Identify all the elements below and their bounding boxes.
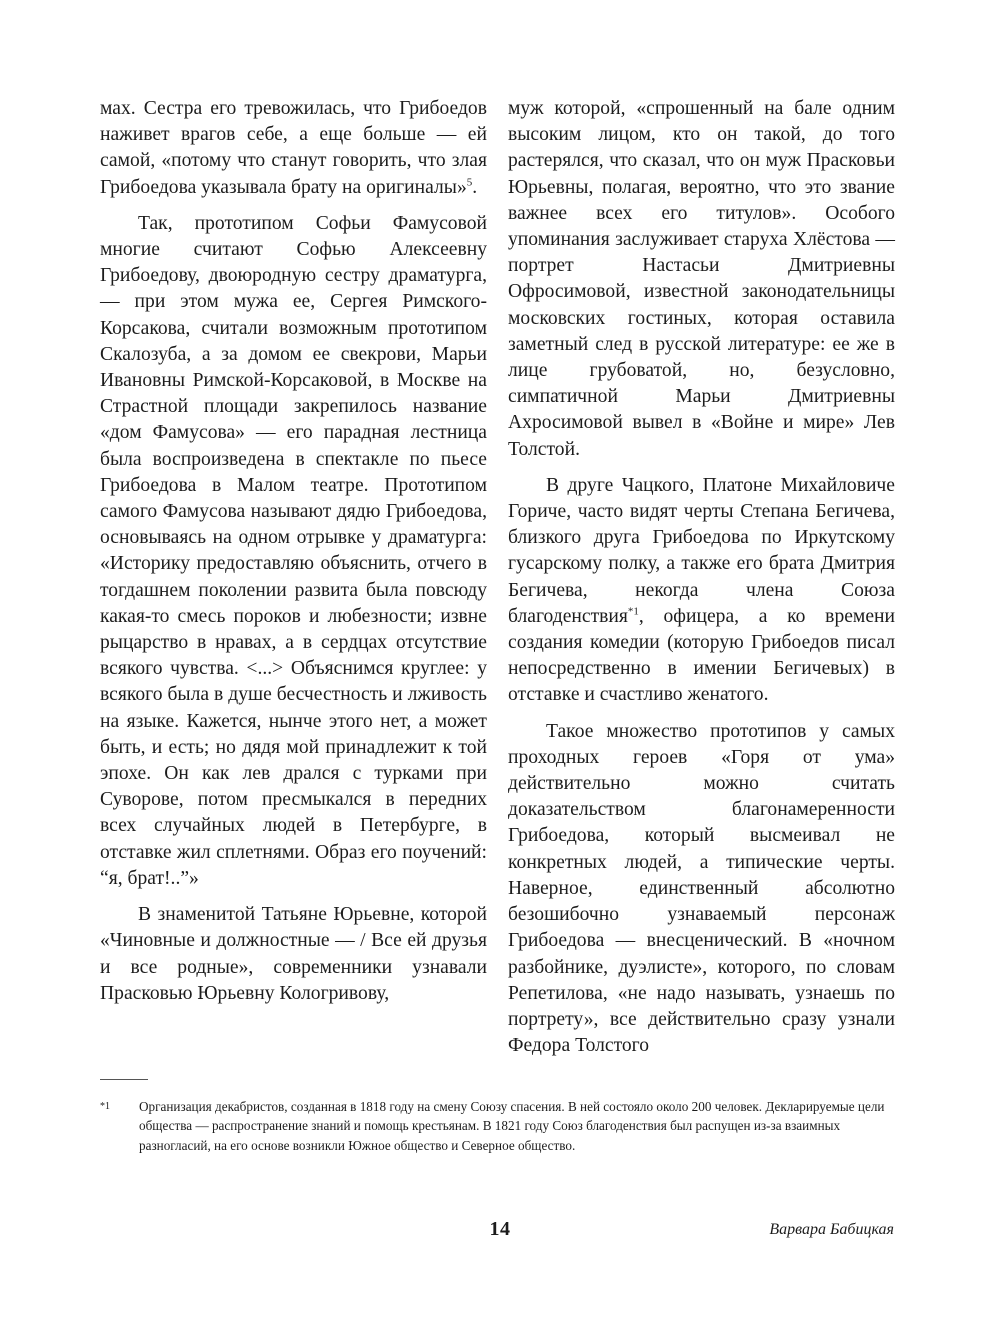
paragraph-text: , офицера, а ко времени создания комедии (которую Грибоедов писал непосредственно в имении Бегичевых) в отставке и счастливо женатого. [508, 605, 895, 706]
footnote-text: Организация декабристов, созданная в 1818 году на смену Союзу спасения. В ней состояло около 200 человек. Декларируемые цели общества — распространение знаний и помощь крестьянам. В 1821 году Союз благоденствия был распущен из-за взаимных разногласий, на его основе возникли Южное общество и Северное общество. [139, 1099, 885, 1153]
footnote-reference: *1 [627, 605, 639, 618]
paragraph: муж которой, «спрошенный на бале одним высоким лицом, кто он такой, до того растерялся, что сказал, что он муж Прасковьи Юрьевны, полагая, вероятно, что это звание важнее всех его титулов». Особого упоминания заслуживает старуха Хлёстова — портрет Настасьи Дмитриевны Офросимовой, известной законодательницы московских гостиных, которая оставила заметный след в русской литературе: ее же в лице грубоватой, но, безусловно, симпатичной Марьи Дмитриевны Ахросимовой вывел в «Войне и мире» Лев Толстой. [508, 98, 895, 460]
page-number: 14 [489, 1218, 511, 1240]
running-footer-author: Варвара Бабицкая [769, 1221, 894, 1238]
footnote [100, 1097, 895, 1155]
footnote-divider [100, 1079, 148, 1080]
paragraph: Такое множество прототипов у самых проходных героев «Горя от ума» действительно можно считать доказательством благонамеренности Грибоедова, который высмеивал не конкретных людей, а типические черты. Наверное, единственный абсолютно безошибочно узнаваемый персонаж Грибоедова — внесценический. В «ночном разбойнике, дуэлисте», которого, по словам Репетилова, «не надо называть, узнаешь по портрету», все действительно сразу узнали Федора Толстого [508, 720, 895, 1057]
left-text-column [100, 96, 487, 1007]
paragraph-end: . [472, 176, 478, 198]
right-text-column [508, 96, 895, 1059]
paragraph: Так, прототипом Софьи Фамусовой многие считают Софью Алексеевну Грибоедову, двоюродную сестру драматурга, — при этом мужа ее, Сергея Римского-Корсакова, считали возможным прототипом Скалозуба, а за домом ее свекрови, Марьи Ивановны Римской-Корсаковой, в Москве на Страстной площади закрепилось название «дом Фамусова» — его парадная лестница была воспроизведена в спектакле по пьесе Грибоедова в Малом театре. Прототипом самого Фамусова называют дядю Грибоедова, основываясь на одном отрывке у драматурга: «Историку предоставляю объяснить, отчего в тогдашнем поколении развита была повсюду какая-то смесь пороков и любезности; извне рыцарство в нравах, а в сердцах отсутствие всякого чувства. <...> Объяснимся круглее: у всякого была в душе бесчестность и лживость на языке. Кажется, нынче этого нет, а может быть, и есть; но дядя мой принадлежит к той эпохе. Он как лев дрался с турками при Суворове, потом пресмыкался в передних всех случайных людей в Петербурге, в отставке жил сплетнями. Образ его поучений: “я, брат!..”» [100, 212, 487, 889]
footnote-mark: *1 [100, 1101, 110, 1112]
paragraph [100, 96, 487, 201]
paragraph [508, 473, 895, 709]
endnote-reference: 5 [466, 176, 473, 189]
paragraph: В знаменитой Татьяне Юрьевне, которой «Чиновные и должностные — / Все ей друзья и все родные», современники узнавали Прасковью Юрьевну Кологривову, [100, 904, 487, 1004]
paragraph-text: В друге Чацкого, Платоне Михайловиче Гориче, часто видят черты Степана Бегичева, близкого друга Грибоедова по Иркутскому гусарскому полку, а также его брата Дмитрия Бегичева, некогда члена Союза благоденствия [508, 474, 895, 627]
paragraph-text: мах. Сестра его тревожилась, что Грибоедов наживет врагов себе, а еще больше — ей самой, «потому что станут говорить, что злая Грибоедова указывала брату на оригиналы» [100, 98, 487, 198]
